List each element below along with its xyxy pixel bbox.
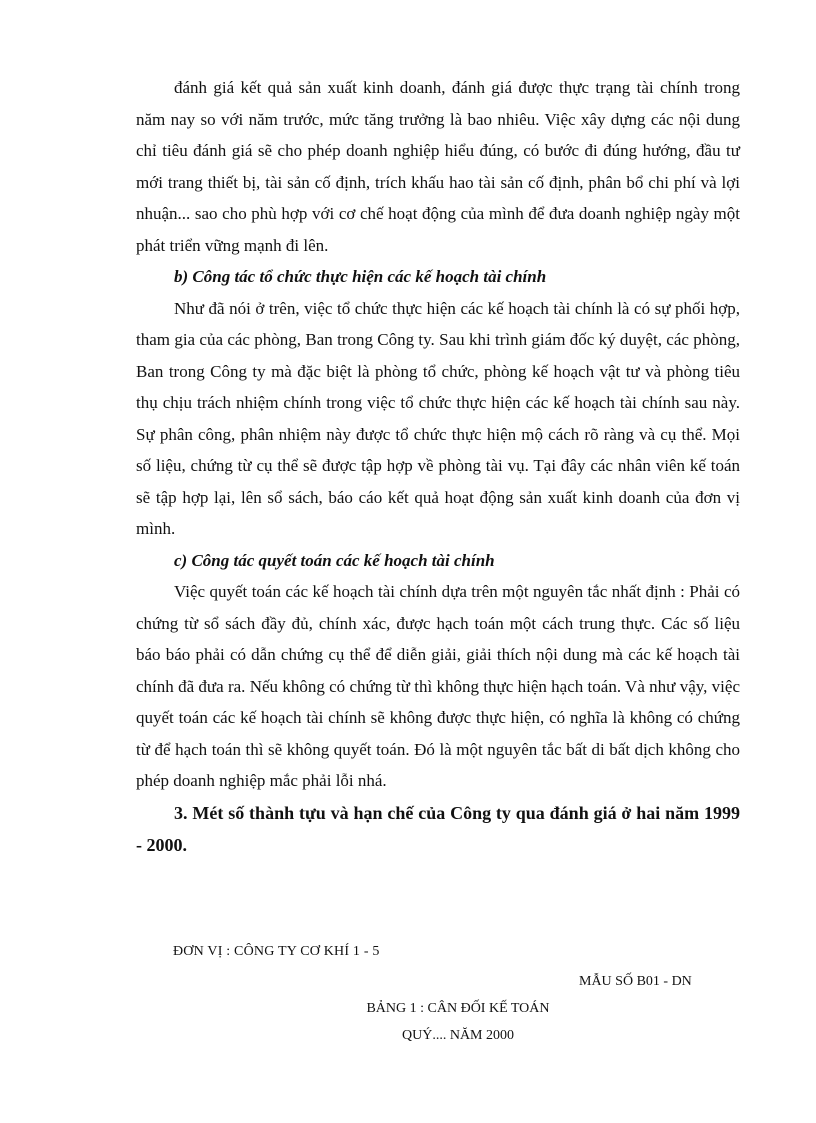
unit-label: ĐƠN VỊ : CÔNG TY CƠ KHÍ 1 - 5 xyxy=(173,944,380,959)
document-body xyxy=(136,72,740,861)
paragraph-section-c: Việc quyết toán các kế hoạch tài chính dựa trên một nguyên tắc nhất định : Phải có chứng từ sổ sách đầy đủ, chính xác, được hạch toán một cách trung thực. Các số liệu báo báo phải có dẫn chứng cụ thể để diễn giải, giải thích nội dung mà các kế hoạch tài chính đã đưa ra. Nếu không có chứng từ thì không thực hiện hạch toán. Và như vậy, việc quyết toán các kế hoạch tài chính sẽ không được thực hiện, có nghĩa là không có chứng từ để hạch toán thì sẽ không quyết toán. Đó là một nguyên tắc bất di bất dịch không cho phép doanh nghiệp mắc phải lỗi nhá. xyxy=(136,582,740,790)
table-subtitle: QUÝ.... NĂM 2000 xyxy=(402,1028,514,1043)
heading-section-3: 3. Mét số thành tựu và hạn chế của Công ty qua đánh giá ở hai năm 1999 - 2000. xyxy=(136,802,740,855)
heading-section-b: b) Công tác tổ chức thực hiện các kế hoạch tài chính xyxy=(174,267,547,286)
paragraph-evaluation: đánh giá kết quả sản xuất kinh doanh, đánh giá được thực trạng tài chính trong năm nay so với năm trước, mức tăng trưởng là bao nhiêu. Việc xây dựng các nội dung chỉ tiêu đánh giá sẽ cho phép doanh nghiệp hiểu đúng, có bước đi đúng hướng, đầu tư mới trang thiết bị, tài sản cố định, trích khấu hao tài sản cố định, phân bổ chi phí và lợi nhuận... sao cho phù hợp với cơ chế hoạt động của mình để đưa doanh nghiệp ngày một phát triển vững mạnh đi lên. xyxy=(136,78,740,255)
paragraph-section-b: Như đã nói ở trên, việc tổ chức thực hiện các kế hoạch tài chính là có sự phối hợp, tham gia của các phòng, Ban trong Công ty. Sau khi trình giám đốc ký duyệt, các phòng, Ban trong Công ty mà đặc biệt là phòng tổ chức, phòng kế hoạch vật tư và phòng tiêu thụ chịu trách nhiệm chính trong việc tổ chức thực hiện các kế hoạch tài chính sau này. Sự phân công, phân nhiệm này được tổ chức thực hiện mộ cách rõ ràng và cụ thể. Mọi số liệu, chứng từ cụ thể sẽ được tập hợp về phòng tài vụ. Tại đây các nhân viên kế toán sẽ tập hợp lại, lên sổ sách, báo cáo kết quả hoạt động sản xuất kinh doanh của đơn vị mình. xyxy=(136,298,740,538)
form-code-label: MẪU SỐ B01 - DN xyxy=(579,974,692,989)
table-title: BẢNG 1 : CÂN ĐỐI KẾ TOÁN xyxy=(366,1001,550,1016)
heading-section-c: c) Công tác quyết toán các kế hoạch tài chính xyxy=(174,550,495,570)
